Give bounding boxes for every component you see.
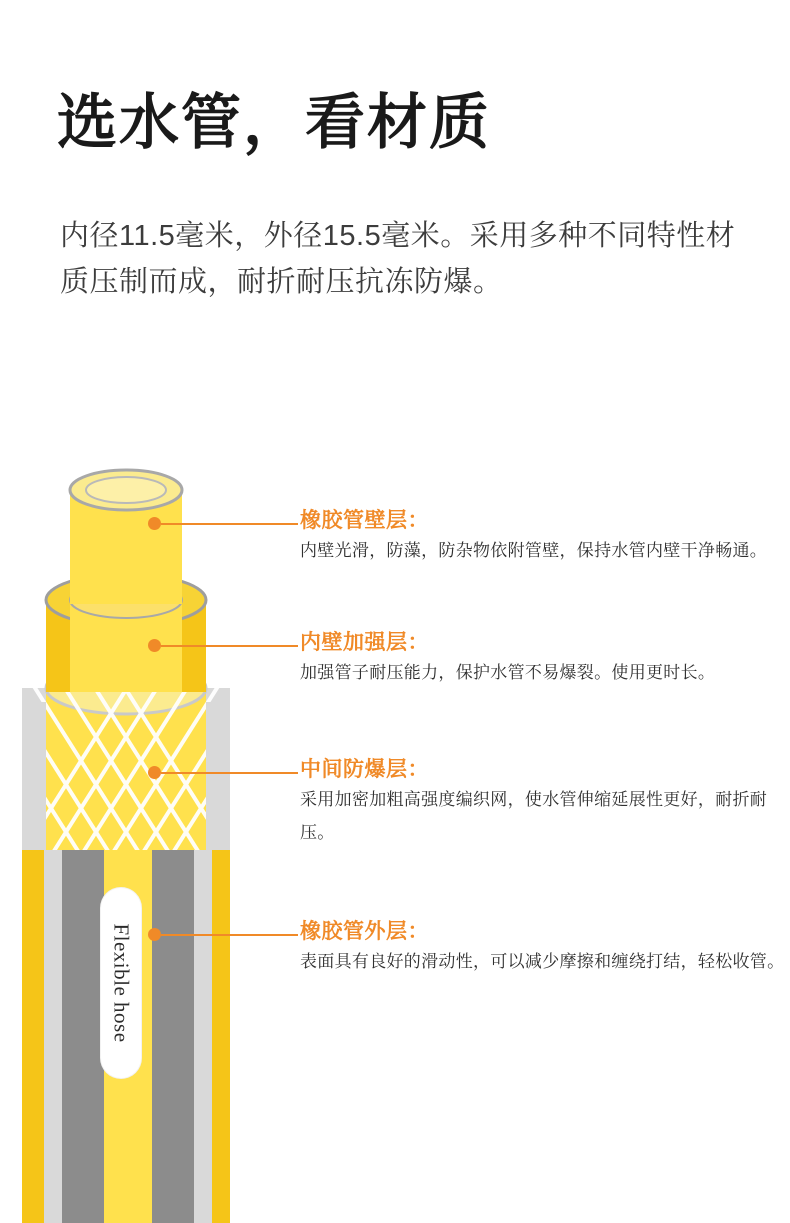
page-title: 选水管，看材质 — [57, 89, 491, 156]
callout-body: 采用加密加粗高强度编织网，使水管伸缩延展性更好，耐折耐压。 — [300, 790, 768, 843]
callout-leader-line — [161, 772, 298, 774]
page-subtitle: 内径11.5毫米，外径15.5毫米。采用多种不同特性材质压制而成，耐折耐压抗冻防爆。 — [60, 220, 736, 299]
callout-leader-line — [161, 523, 298, 525]
callout-dot-icon — [148, 517, 161, 530]
callout-text — [300, 915, 790, 978]
hose-cutaway-illustration — [0, 430, 300, 1223]
callout-text — [300, 504, 790, 567]
callout-heading: 中间防爆层： — [300, 758, 429, 781]
callout-body: 加强管子耐压能力，保护水管不易爆裂。使用更时长。 — [300, 663, 716, 682]
callout-heading: 内壁加强层： — [300, 631, 429, 654]
callout-dot-icon — [148, 766, 161, 779]
callout-heading: 橡胶管壁层： — [300, 509, 429, 532]
callout-text — [300, 753, 790, 849]
hose-brand-label — [101, 888, 141, 1078]
callout-text — [300, 626, 790, 689]
callout-heading: 橡胶管外层： — [300, 920, 429, 943]
callout-leader-line — [161, 645, 298, 647]
callout-dot-icon — [148, 639, 161, 652]
callout-body: 内壁光滑，防藻，防杂物依附管壁，保持水管内壁干净畅通。 — [300, 541, 768, 560]
callout-body: 表面具有良好的滑动性，可以减少摩擦和缠绕打结，轻松收管。 — [300, 952, 785, 971]
hose-label-text: Flexible hose — [109, 923, 134, 1043]
callout-leader-line — [161, 934, 298, 936]
callout-dot-icon — [148, 928, 161, 941]
